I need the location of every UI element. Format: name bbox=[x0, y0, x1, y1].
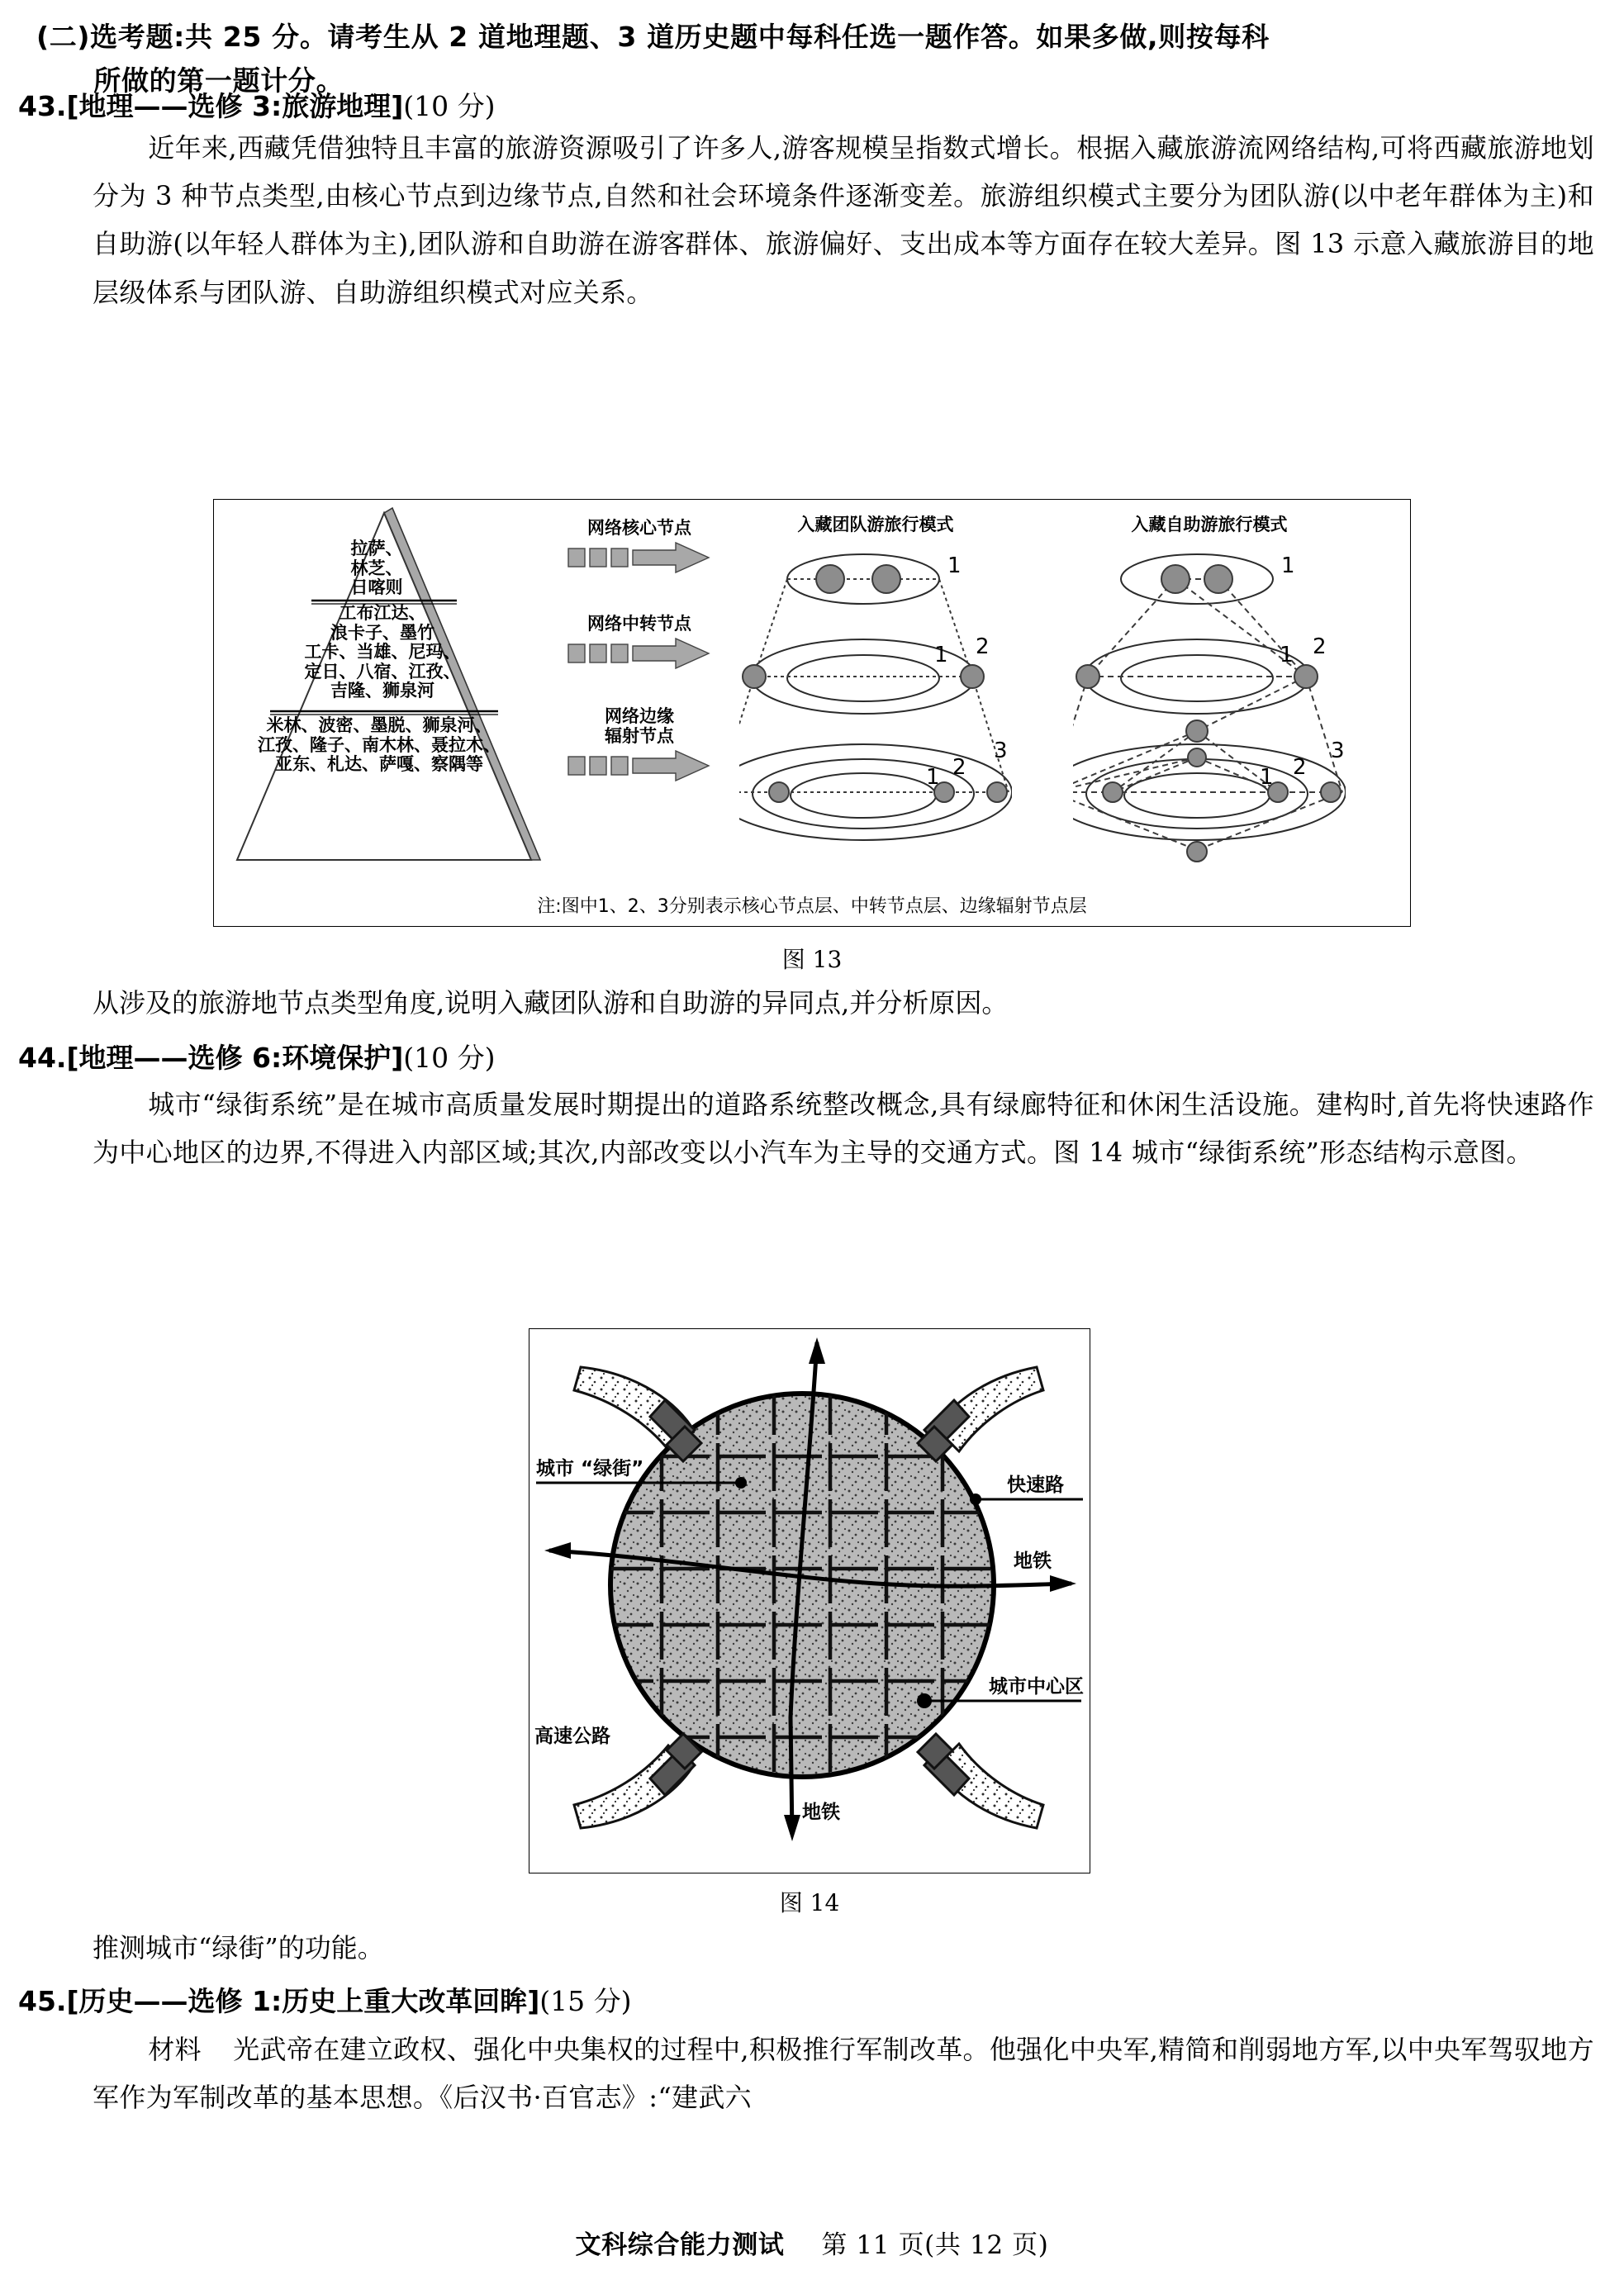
group-tour-network-graphic bbox=[739, 536, 1012, 867]
question-45-title: [历史——选修 1:历史上重大改革回眸] bbox=[66, 1985, 540, 2017]
layer-number: 1 bbox=[1260, 765, 1274, 790]
question-44-points: (10 分) bbox=[403, 1042, 496, 1074]
arrow-group-transfer bbox=[544, 614, 734, 671]
layer-number: 2 bbox=[1293, 755, 1307, 780]
footer-subject: 文科综合能力测试 bbox=[575, 2230, 785, 2260]
label-green-street: 城市 “绿街” bbox=[536, 1458, 644, 1479]
layer-number: 1 bbox=[1280, 643, 1294, 667]
block-arrow-icon bbox=[567, 540, 712, 575]
section-lead-line2: 所做的第一题计分。 bbox=[93, 64, 344, 97]
pyramid-tier-transfer: 工布江达、 浪卡子、墨竹 工卡、当雄、尼玛、 定日、八宿、江孜、 吉隆、狮泉河 bbox=[304, 603, 461, 701]
layer-number: 2 bbox=[952, 755, 966, 780]
label-city-center: 城市中心区 bbox=[989, 1676, 1084, 1698]
question-45-passage bbox=[93, 2025, 1594, 2121]
figure-14-caption: 图 14 bbox=[779, 1889, 840, 1916]
model-group-tour bbox=[739, 511, 1012, 867]
model-independent-tour-title: 入藏自助游旅行模式 bbox=[1131, 515, 1288, 534]
question-43-title: [地理——选修 3:旅游地理] bbox=[66, 90, 404, 122]
layer-number: 1 bbox=[934, 643, 948, 667]
page-footer bbox=[0, 2224, 1624, 2261]
block-arrow-icon bbox=[567, 748, 712, 783]
section-lead-line1: (二)选考题:共 25 分。请考生从 2 道地理题、3 道历史题中每科任选一题作答。如果多做,则按每科 bbox=[36, 21, 1270, 53]
pyramid-tier-edge: 米林、波密、墨脱、狮泉河、 江孜、隆子、南木林、聂拉木、 亚东、札达、萨嘎、察隅等 bbox=[258, 715, 501, 775]
question-43-passage: 近年来,西藏凭借独特且丰富的旅游资源吸引了许多人,游客规模呈指数式增长。根据入藏旅游流网络结构,可将西藏旅游地划分为 3 种节点类型,由核心节点到边缘节点,自然和社会环境条件逐渐变差。旅游组织模式主要分为团队游(以中老年群体为主)和自助游(以年轻人群体为主),团队游和自助游在游客群体、旅游偏好、支出成本等方面存在较大差异。图 13 示意入藏旅游目的地层级体系与团队游、自助游组织模式对应关系。 bbox=[93, 132, 1594, 308]
layer-number: 1 bbox=[1281, 553, 1295, 578]
model-independent-tour bbox=[1073, 511, 1346, 867]
label-expressway: 快速路 bbox=[1007, 1475, 1064, 1496]
question-43-prompt: 从涉及的旅游地节点类型角度,说明入藏团队游和自助游的异同点,并分析原因。 bbox=[93, 987, 1009, 1019]
block-arrow-icon bbox=[567, 636, 712, 671]
arrow-group-core bbox=[544, 518, 734, 575]
material-label: 材料 bbox=[148, 2034, 202, 2065]
label-subway-bottom: 地铁 bbox=[802, 1802, 840, 1823]
layer-number: 1 bbox=[926, 765, 940, 790]
question-43-heading bbox=[18, 86, 496, 127]
arrow-group-edge bbox=[544, 706, 734, 783]
figure-13 bbox=[213, 499, 1411, 927]
figure-13-note: 注:图中1、2、3分别表示核心节点层、中转节点层、边缘辐射节点层 bbox=[537, 896, 1087, 917]
green-street-diagram bbox=[529, 1329, 1088, 1871]
question-43-number: 43. bbox=[18, 90, 67, 122]
layer-number: 2 bbox=[976, 634, 990, 659]
pyramid-tier-core: 拉萨、 林芝、 日喀则 bbox=[350, 539, 403, 598]
layer-number: 3 bbox=[1331, 738, 1345, 763]
question-45-number: 45. bbox=[18, 1985, 67, 2017]
pyramid-labels bbox=[214, 500, 536, 871]
model-group-tour-title: 入藏团队游旅行模式 bbox=[797, 515, 954, 534]
question-44-heading bbox=[18, 1038, 496, 1079]
figure-14 bbox=[529, 1328, 1090, 1873]
layer-number: 1 bbox=[947, 553, 962, 578]
layer-number: 3 bbox=[994, 738, 1008, 763]
arrow-label-transfer: 网络中转节点 bbox=[587, 614, 691, 634]
question-44-passage: 城市“绿街系统”是在城市高质量发展时期提出的道路系统整改概念,具有绿廊特征和休闲生活设施。建构时,首先将快速路作为中心地区的边界,不得进入内部区域;其次,内部改变以小汽车为主导的交通方式。图 14 城市“绿街系统”形态结构示意图。 bbox=[93, 1089, 1594, 1169]
label-subway-right: 地铁 bbox=[1014, 1551, 1052, 1572]
question-45-text: 光武帝在建立政权、强化中央集权的过程中,积极推行军制改革。他强化中央军,精简和削弱地方军,以中央军驾驭地方军作为军制改革的基本思想。《后汉书·百官志》:“建武六 bbox=[93, 2034, 1594, 2114]
arrow-label-core: 网络核心节点 bbox=[587, 518, 691, 538]
question-45-points: (15 分) bbox=[539, 1985, 632, 2017]
question-44-prompt: 推测城市“绿街”的功能。 bbox=[93, 1932, 384, 1964]
layer-number: 2 bbox=[1313, 634, 1327, 659]
label-highway: 高速公路 bbox=[534, 1726, 610, 1747]
arrow-label-edge: 网络边缘 辐射节点 bbox=[605, 706, 674, 747]
question-44-title: [地理——选修 6:环境保护] bbox=[66, 1042, 404, 1074]
question-44-number: 44. bbox=[18, 1042, 67, 1074]
footer-page: 第 11 页(共 12 页) bbox=[821, 2230, 1049, 2260]
figure-13-caption: 图 13 bbox=[781, 946, 843, 973]
question-45-heading bbox=[18, 1981, 632, 2022]
independent-tour-network-graphic bbox=[1073, 536, 1346, 867]
question-43-points: (10 分) bbox=[403, 90, 496, 122]
